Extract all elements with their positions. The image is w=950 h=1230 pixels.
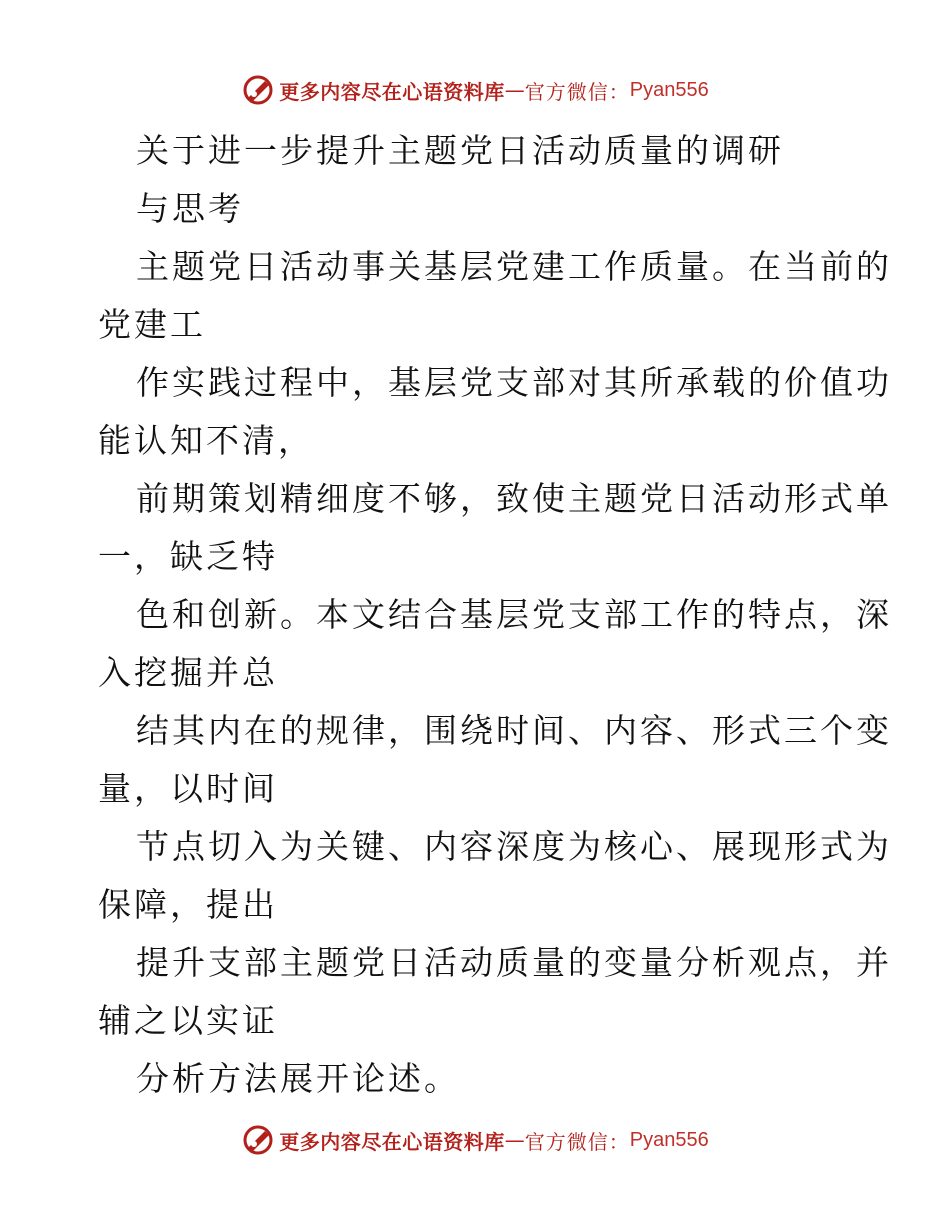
text-line: 关于进一步提升主题党日活动质量的调研: [136, 131, 784, 170]
text-line: 主题党日活动事关基层党建工作质量。在当前的: [136, 247, 892, 286]
banner-wechat-label: 官方微信：: [524, 79, 630, 104]
banner-wechat-id: Pyan556: [629, 78, 709, 101]
text-line: 辅之以实证: [98, 1001, 278, 1040]
text-line: 与思考: [136, 189, 244, 228]
text-line: 入挖掘并总: [98, 653, 278, 692]
document-body: [98, 122, 892, 1108]
header-watermark-banner: [0, 70, 950, 110]
text-line: 提升支部主题党日活动质量的变量分析观点，并: [136, 943, 892, 982]
banner-wechat-label: 官方微信：: [524, 1129, 630, 1154]
text-line: 前期策划精细度不够，致使主题党日活动形式单: [136, 479, 892, 518]
text-line: 作实践过程中，基层党支部对其所承载的价值功: [136, 363, 892, 402]
banner-dash: —: [504, 1128, 525, 1152]
text-line: 党建工: [98, 305, 206, 344]
text-line: 节点切入为关键、内容深度为核心、展现形式为: [136, 827, 892, 866]
banner-text: 更多内容尽在心语资料库: [279, 1129, 505, 1154]
pen-logo-icon: [241, 73, 275, 107]
text-line: 量，以时间: [98, 769, 278, 808]
text-line: 结其内在的规律，围绕时间、内容、形式三个变: [136, 711, 892, 750]
text-line: 保障，提出: [98, 885, 278, 924]
pen-logo-icon: [241, 1123, 275, 1157]
text-line: 色和创新。本文结合基层党支部工作的特点，深: [136, 595, 892, 634]
banner-wechat-id: Pyan556: [629, 1128, 709, 1151]
banner-dash: —: [504, 78, 525, 102]
footer-watermark-banner: [0, 1120, 950, 1160]
banner-text: 更多内容尽在心语资料库: [279, 79, 505, 104]
text-line: 一，缺乏特: [98, 537, 278, 576]
text-line: 分析方法展开论述。: [136, 1059, 460, 1098]
text-line: 能认知不清，: [98, 421, 314, 460]
